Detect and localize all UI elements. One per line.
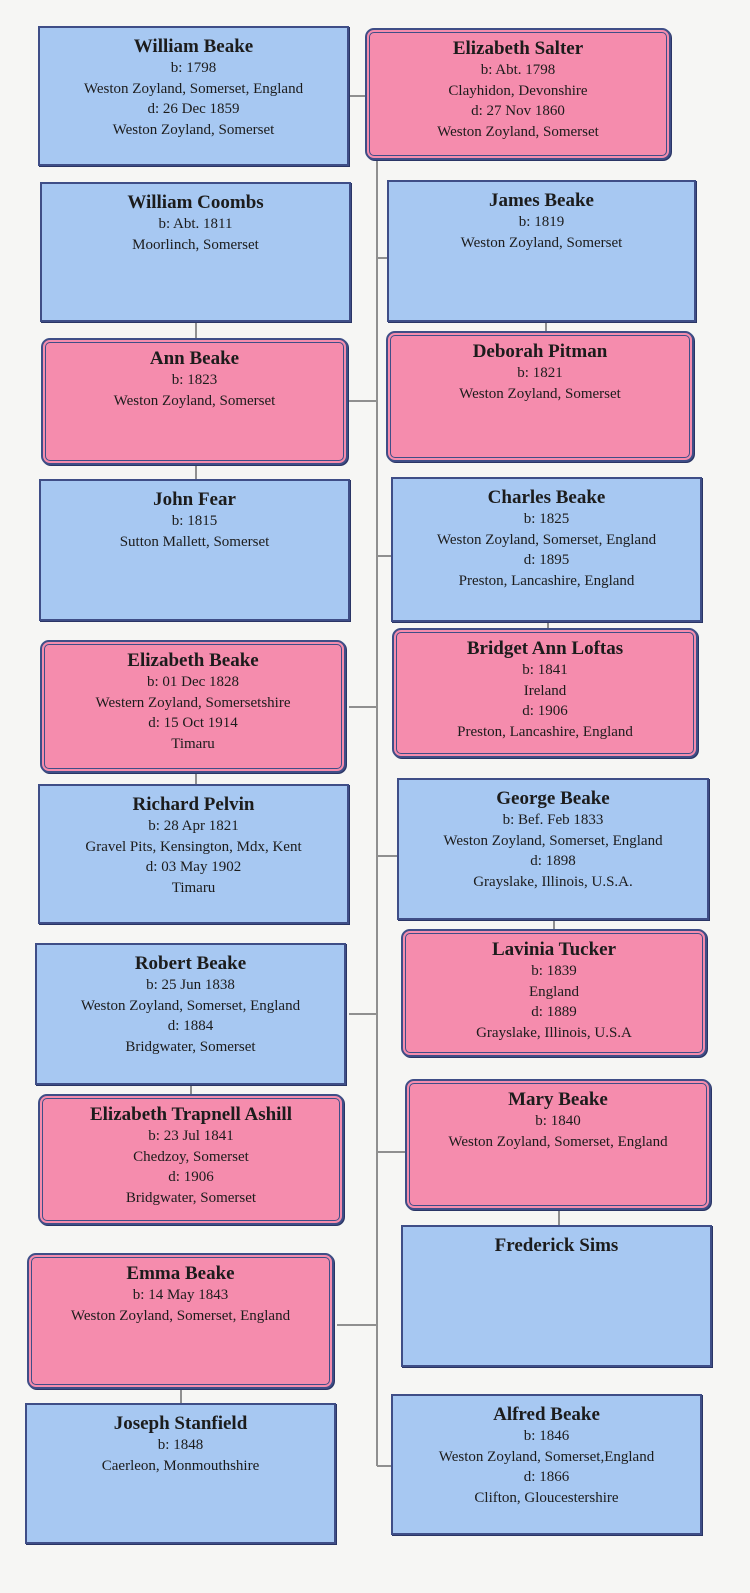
person-card-john-fear[interactable] — [39, 479, 350, 621]
person-death: d: 1898 — [530, 853, 576, 869]
person-death-place: Weston Zoyland, Somerset — [112, 121, 275, 138]
person-death-place: Bridgwater, Somerset — [125, 1038, 256, 1055]
person-card-richard-pelvin[interactable] — [38, 784, 349, 924]
person-birth: b: 1840 — [535, 1113, 581, 1129]
person-death: d: 1866 — [523, 1469, 570, 1485]
person-death-place: Weston Zoyland, Somerset — [437, 123, 599, 140]
person-card-mary-beake[interactable] — [405, 1079, 711, 1210]
person-birth-place: Weston Zoyland, Somerset, England — [83, 80, 304, 97]
person-birth: b: 1798 — [170, 60, 217, 76]
person-card-lavinia-tucker[interactable] — [401, 929, 707, 1057]
person-card-charles-beake[interactable] — [391, 477, 702, 622]
person-card-elizabeth-trapnell-ashill[interactable] — [38, 1094, 344, 1225]
spouse-connector-line — [180, 1389, 182, 1403]
person-death-place: Bridgwater, Somerset — [125, 1189, 257, 1206]
person-birth-place: Weston Zoyland, Somerset — [460, 234, 623, 251]
person-name: George Beake — [496, 788, 610, 809]
person-name: Joseph Stanfield — [113, 1413, 248, 1434]
person-death-place: Timaru — [171, 879, 216, 896]
person-name: Richard Pelvin — [132, 794, 255, 815]
person-birth-place: Weston Zoyland, Somerset, England — [70, 1307, 291, 1324]
person-name: William Beake — [133, 36, 254, 57]
person-birth: b: 1815 — [171, 513, 218, 529]
person-birth: b: Bef. Feb 1833 — [502, 812, 604, 828]
person-birth-place: Weston Zoyland, Somerset, England — [80, 997, 301, 1014]
spouse-connector-line — [195, 465, 197, 479]
branch-line — [377, 555, 391, 557]
person-birth: b: Abt. 1811 — [158, 216, 233, 232]
person-card-joseph-stanfield[interactable] — [25, 1403, 336, 1544]
spouse-connector-line — [545, 322, 547, 331]
person-birth: b: 28 Apr 1821 — [148, 818, 239, 834]
branch-line — [377, 855, 397, 857]
person-birth: b: 1821 — [517, 365, 563, 381]
person-name: Bridget Ann Loftas — [466, 638, 624, 659]
branch-line — [377, 257, 387, 259]
person-birth: b: 1846 — [523, 1428, 570, 1444]
person-birth-place: Caerleon, Monmouthshire — [101, 1457, 260, 1474]
person-birth: b: 1819 — [518, 214, 565, 230]
person-birth-place: Western Zoyland, Somersetshire — [95, 694, 291, 711]
spouse-connector-line — [195, 322, 197, 338]
person-death-place: Grayslake, Illinois, U.S.A — [476, 1024, 632, 1041]
person-card-deborah-pitman[interactable] — [386, 331, 694, 462]
person-death-place: Timaru — [171, 735, 215, 752]
person-name: William Coombs — [127, 192, 264, 213]
person-birth-place: Weston Zoyland, Somerset, England — [443, 832, 663, 849]
person-death: d: 15 Oct 1914 — [148, 715, 238, 731]
person-card-bridget-ann-loftas[interactable] — [392, 628, 698, 758]
person-name: Charles Beake — [487, 487, 606, 508]
person-birth-place: Weston Zoyland, Somerset, England — [448, 1133, 668, 1150]
couple-connector-line — [349, 95, 365, 97]
person-card-frederick-sims[interactable] — [401, 1225, 712, 1367]
person-birth-place: Weston Zoyland, Somerset,England — [438, 1448, 655, 1465]
branch-line — [349, 1013, 377, 1015]
person-birth-place: Weston Zoyland, Somerset, England — [436, 531, 657, 548]
person-birth: b: 1848 — [157, 1437, 204, 1453]
person-card-ann-beake[interactable] — [41, 338, 348, 465]
person-birth-place: Clayhidon, Devonshire — [448, 82, 588, 99]
person-name: Ann Beake — [149, 348, 240, 369]
person-birth: b: 1825 — [523, 511, 570, 527]
person-birth: b: 14 May 1843 — [132, 1287, 229, 1303]
person-death: d: 1895 — [523, 552, 570, 568]
branch-line — [377, 1151, 405, 1153]
person-card-william-coombs[interactable] — [40, 182, 351, 322]
branch-line — [377, 1465, 391, 1467]
person-death: d: 26 Dec 1859 — [147, 101, 240, 117]
branch-line — [349, 706, 377, 708]
spouse-connector-line — [195, 773, 197, 784]
person-birth: b: 01 Dec 1828 — [146, 674, 240, 690]
spouse-connector-line — [553, 920, 555, 929]
person-card-elizabeth-salter[interactable] — [365, 28, 671, 160]
person-death: d: 1884 — [167, 1018, 214, 1034]
person-birth-place: Gravel Pits, Kensington, Mdx, Kent — [85, 838, 302, 855]
person-death: d: 27 Nov 1860 — [471, 103, 565, 119]
person-birth: b: 1841 — [522, 662, 568, 678]
person-birth: b: 1823 — [171, 372, 218, 388]
person-name: Robert Beake — [134, 953, 247, 974]
person-name: Elizabeth Trapnell Ashill — [89, 1104, 292, 1125]
person-name: Mary Beake — [508, 1089, 608, 1110]
person-card-william-beake[interactable] — [38, 26, 349, 166]
person-birth-place: Chedzoy, Somerset — [133, 1148, 249, 1165]
person-name: Emma Beake — [126, 1263, 235, 1284]
person-death-place: Clifton, Gloucestershire — [474, 1489, 619, 1506]
person-card-james-beake[interactable] — [387, 180, 696, 322]
person-name: Deborah Pitman — [472, 341, 608, 362]
person-name: Frederick Sims — [494, 1235, 619, 1256]
person-name: James Beake — [488, 190, 594, 211]
spouse-connector-line — [558, 1210, 560, 1225]
person-birth-place: Moorlinch, Somerset — [132, 236, 259, 253]
person-card-alfred-beake[interactable] — [391, 1394, 702, 1535]
person-name: Elizabeth Salter — [452, 38, 584, 59]
person-birth-place: Weston Zoyland, Somerset — [113, 392, 276, 409]
person-birth-place: England — [529, 983, 579, 1000]
spouse-connector-line — [190, 1085, 192, 1094]
person-birth-place: Sutton Mallett, Somerset — [119, 533, 270, 550]
person-death: d: 1906 — [522, 703, 568, 719]
person-birth: b: Abt. 1798 — [480, 62, 556, 78]
person-death: d: 03 May 1902 — [145, 859, 242, 875]
person-birth: b: 23 Jul 1841 — [148, 1128, 234, 1144]
person-card-emma-beake[interactable] — [27, 1253, 334, 1389]
person-name: Elizabeth Beake — [127, 650, 259, 671]
branch-line — [337, 1324, 377, 1326]
person-birth-place: Ireland — [523, 682, 567, 699]
person-name: Alfred Beake — [493, 1404, 600, 1425]
person-birth-place: Weston Zoyland, Somerset — [459, 385, 621, 402]
person-card-george-beake[interactable] — [397, 778, 709, 920]
person-card-robert-beake[interactable] — [35, 943, 346, 1085]
person-name: Lavinia Tucker — [491, 939, 617, 960]
person-name: John Fear — [153, 489, 236, 510]
person-death-place: Grayslake, Illinois, U.S.A. — [473, 873, 633, 890]
person-card-elizabeth-beake[interactable] — [40, 640, 346, 773]
person-death: d: 1906 — [168, 1169, 214, 1185]
person-birth: b: 25 Jun 1838 — [146, 977, 235, 993]
branch-line — [349, 400, 377, 402]
person-death-place: Preston, Lancashire, England — [457, 723, 633, 740]
person-death: d: 1889 — [531, 1004, 577, 1020]
person-birth: b: 1839 — [531, 963, 577, 979]
descendant-trunk-line — [376, 160, 378, 1466]
person-death-place: Preston, Lancashire, England — [458, 572, 635, 589]
